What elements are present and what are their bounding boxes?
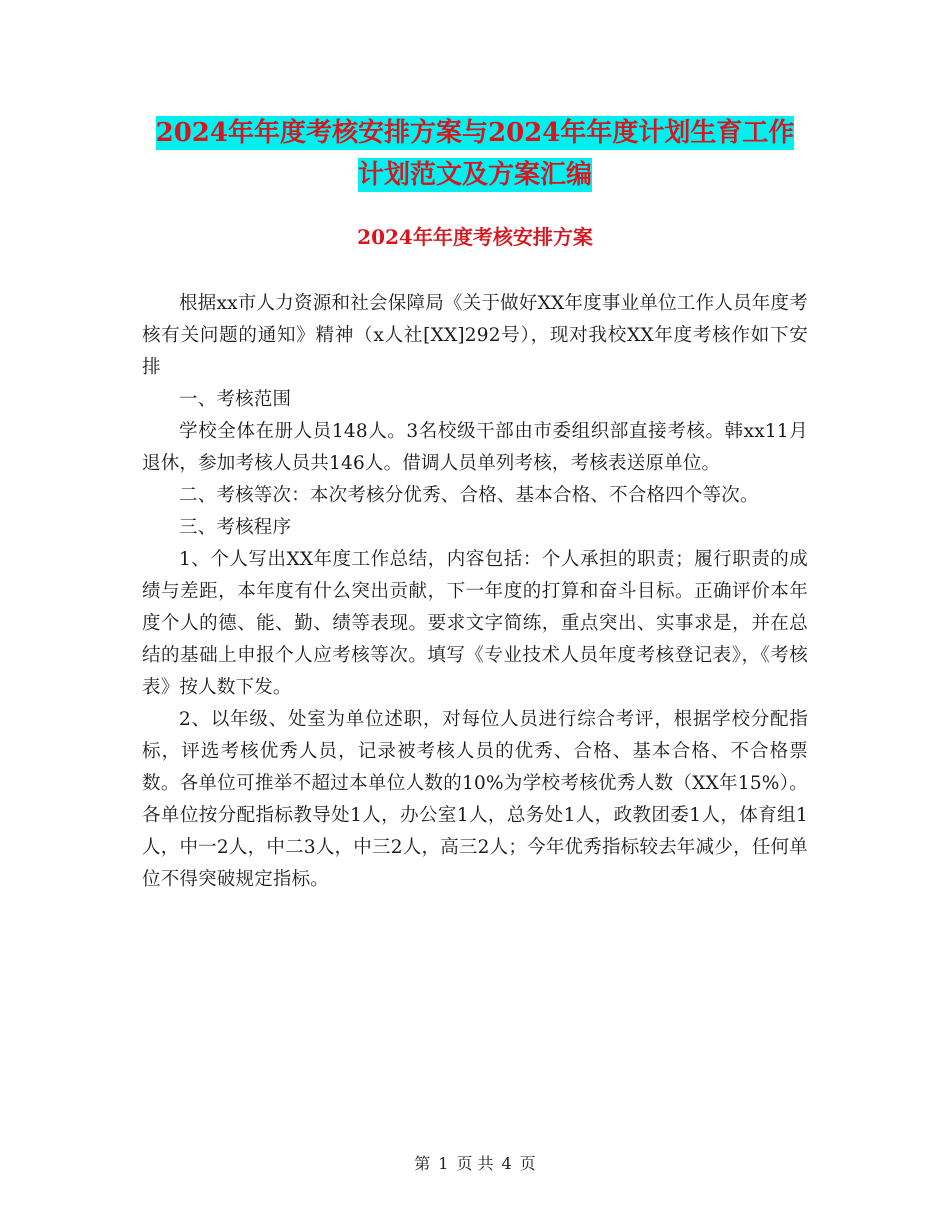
paragraph-intro: 根据xx市人力资源和社会保障局《关于做好XX年度事业单位工作人员年度考核有关问题的通知》精神（x人社[XX]292号），现对我校XX年度考核作如下安排 [142,293,808,378]
footer-label-page: 第 [414,1154,431,1173]
paragraph-step-1: 1、个人写出XX年度工作总结，内容包括：个人承担的职责；履行职责的成绩与差距，本年度有什么突出贡献，下一年度的打算和奋斗目标。正确评价本年度个人的德、能、勤、绩等表现。要求文字简练，重点突出、实事求是，并在总结的基础上申报个人应考核等次。填写《专业技术人员年度考核登记表》，《考核表》按人数下发。 [142,549,808,698]
document-body [142,288,808,896]
title-line-1: 2024年年度考核安排方案与2024年年度计划生育工作 [155,118,795,148]
footer-total-pages: 4 [501,1154,512,1173]
page-footer [0,1152,950,1176]
paragraph-grades: 二、考核等次：本次考核分优秀、合格、基本合格、不合格四个等次。 [179,485,759,506]
paragraph-step-2: 2、以年级、处室为单位述职，对每位人员进行综合考评，根据学校分配指标，评选考核优秀人员，记录被考核人员的优秀、合格、基本合格、不合格票数。各单位可推举不超过本单位人数的10%为学校考核优秀人数（XX年15%）。各单位按分配指标教导处1人，办公室1人，总务处1人，政教团委1人，体育组1人，中一2人，中二3人，中三2人，高三2人；今年优秀指标较去年减少，任何单位不得突破规定指标。 [142,709,808,890]
title-line-2: 计划范文及方案汇编 [357,160,592,190]
footer-current-page: 1 [438,1154,449,1173]
document-title [140,112,810,196]
paragraph-scope: 学校全体在册人员148人。3名校级干部由市委组织部直接考核。韩xx11月退休，参加考核人员共146人。借调人员单列考核，考核表送原单位。 [142,421,808,474]
heading-procedure: 三、考核程序 [179,517,292,538]
section-title: 2024年年度考核安排方案 [357,225,593,249]
heading-scope: 一、考核范围 [179,389,292,410]
footer-label-pages: 页 [519,1154,536,1173]
footer-label-of: 页 共 [456,1154,494,1173]
